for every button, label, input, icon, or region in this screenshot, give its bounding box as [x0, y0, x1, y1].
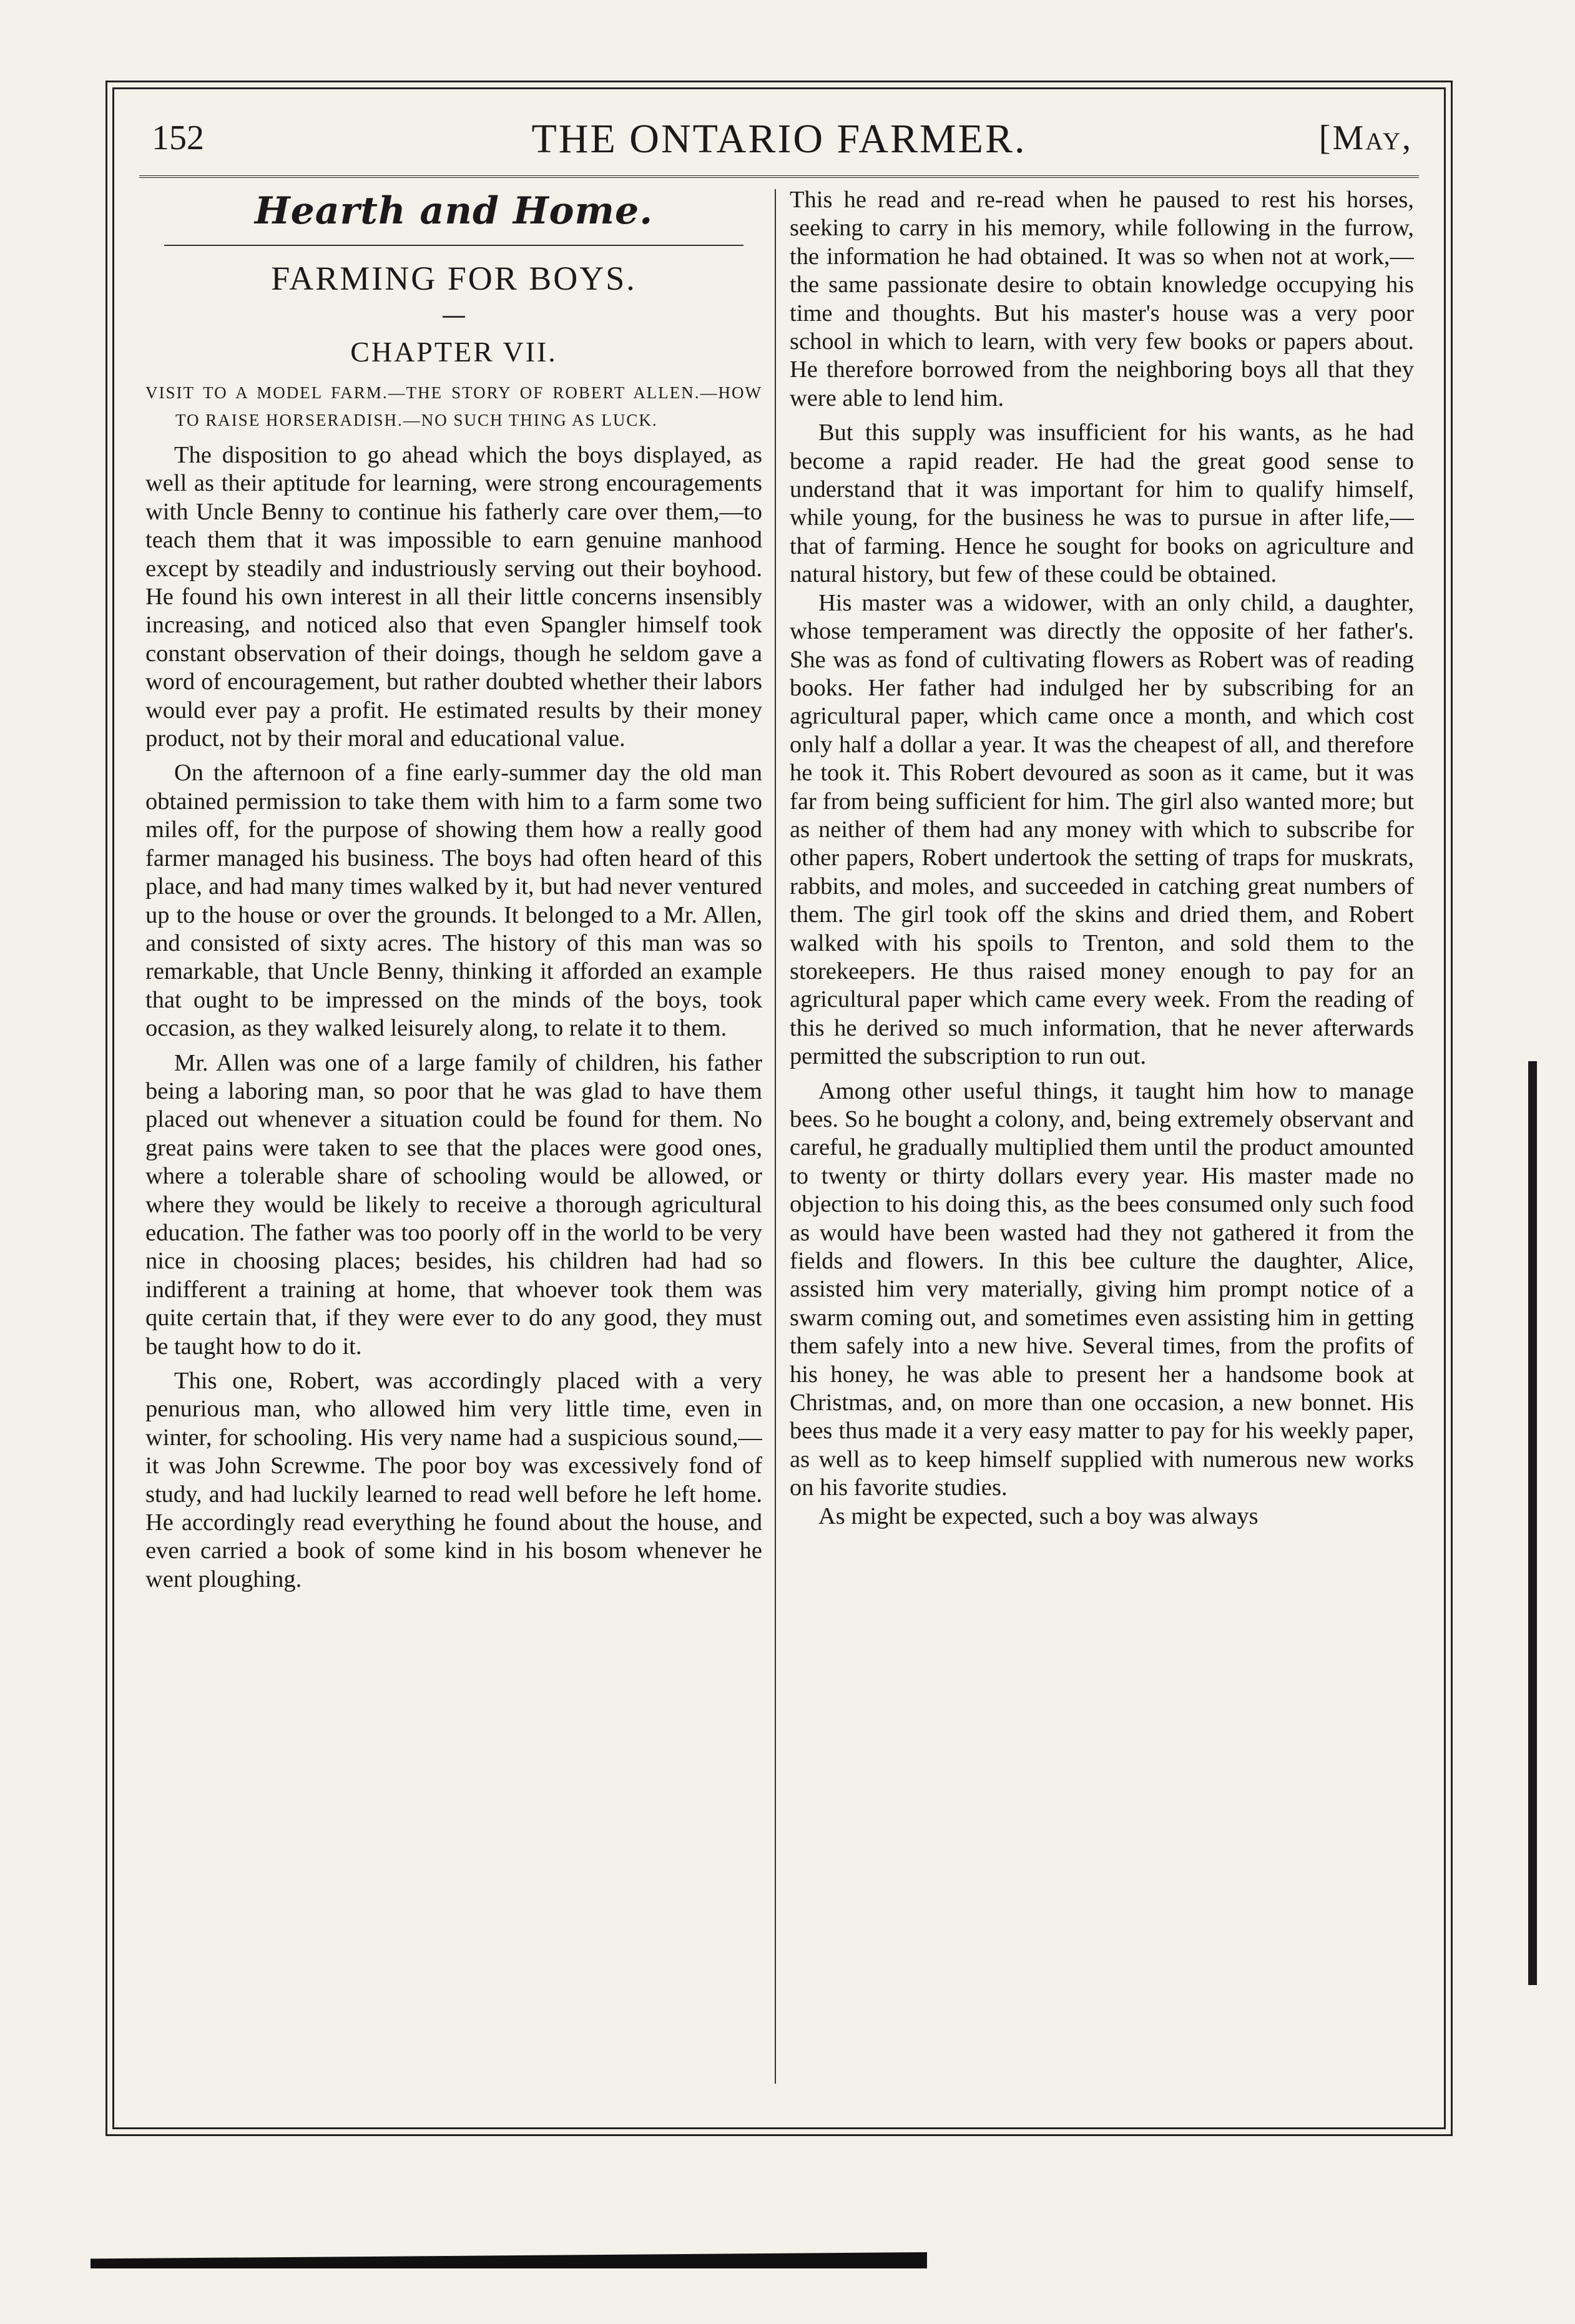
page-number: 152: [152, 119, 204, 157]
page-frame: [112, 87, 1446, 2129]
paragraph: This one, Robert, was accordingly placed with a very penurious man, who allowed him very little time, even in winter, for schooling. His very name had a suspicious sound,—it was John Screwme. The poor boy was excessively fond of study, and had luckily learned to read well before he left home. He accordingly read everything he found about the house, and even carried a book of some kind in his bosom whenever he went ploughing.: [145, 1368, 762, 1592]
chapter-synopsis: VISIT TO A MODEL FARM.—THE STORY OF ROBERT ALLEN.—HOW TO RAISE HORSERADISH.—NO SUCH THING AS LUCK.: [145, 383, 762, 429]
chapter-heading: CHAPTER VII.: [350, 336, 557, 368]
scan-artifact-bar: [91, 2252, 927, 2268]
paragraph: The disposition to go ahead which the boys displayed, as well as their aptitude for learning, were strong encouragements with Uncle Benny to continue his fatherly care over them,—to teach them that it was impossible to earn genuine manhood except by steadily and industriously serving out their boyhood. He found his own interest in all their little concerns insensibly increasing, and noticed also that even Spangler himself took constant observation of their doings, though he seldom gave a word of encouragement, but rather doubted whether their labors would ever pay a profit. He estimated results by their money product, not by their moral and educational value.: [145, 442, 762, 752]
scan-artifact-spine: [1528, 1061, 1537, 1985]
paragraph: Among other useful things, it taught him how to manage bees. So he bought a colony, and, being extremely observant and careful, he gradually multiplied them until the product amounted to twenty or thirty dollars every year. His master made no objection to his doing this, as the bees consumed only such food as would have been wasted had they not gathered it from the fields and flowers. In this bee culture the daughter, Alice, assisted him very materially, giving him prompt notice of a swarm coming out, and sometimes even assisting him in getting them safely into a new hive. Several times, from the profits of his honey, he was able to present her a handsome book at Christmas, and, on more than one occasion, a new bonnet. His bees thus made it a very easy matter to pay for his weekly paper, as well as to keep himself supplied with numerous new works on his favorite studies.: [790, 1077, 1414, 1501]
article-title: FARMING FOR BOYS.: [271, 260, 637, 297]
issue-month: [May,: [1318, 119, 1413, 157]
right-column: [790, 186, 1414, 2090]
publication-title: THE ONTARIO FARMER.: [531, 116, 1027, 162]
title-divider: [443, 316, 465, 318]
paragraph: This he read and re-read when he paused to rest his horses, seeking to carry in his memory, while following in the furrow, the information he had obtained. It was so when not at work,—the same passionate desire to obtain knowledge occupying his time and thoughts. But his master's house was a very poor school in which to learn, with very few books or papers about. He therefore borrowed from the neighboring boys all that they were able to lend him.: [790, 187, 1414, 411]
column-rule: [775, 189, 776, 2084]
paragraph: His master was a widower, with an only child, a daughter, whose temperament was directly the opposite of her father's. She was as fond of cultivating flowers as Robert was of reading books. Her father had indulged her by subscribing for an agricultural paper, which came once a month, and which cost only half a dollar a year. It was the cheapest of all, and therefore he took it. This Robert devoured as soon as it came, but it was far from being sufficient for him. The girl also wanted more; but as neither of them had any money with which to subscribe for other papers, Robert undertook the setting of traps for muskrats, rabbits, and moles, and succeeded in catching great numbers of them. The girl took off the skins and dried them, and Robert walked with his spoils to Trenton, and sold them to the storekeepers. He thus raised money enough to pay for an agricultural paper which came every week. From the reading of this he derived so much information, that he never afterwards permitted the subscription to run out.: [790, 589, 1414, 1070]
paragraph: On the afternoon of a fine early-summer day the old man obtained permission to take them with him to a farm some two miles off, for the purpose of showing them how a really good farmer managed his business. The boys had often heard of this place, and had many times walked by it, but had never ventured up to the house or over the grounds. It belonged to a Mr. Allen, and consisted of sixty acres. The history of this man was so remarkable, that Uncle Benny, thinking it afforded an example that ought to be impressed on the minds of the boys, took occasion, as they walked leisurely along, to relate it to them.: [145, 760, 762, 1042]
paragraph: But this supply was insufficient for his wants, as he had become a rapid reader. He had the great good sense to understand that it was important for him to qualify himself, while young, for the business he was to pursue in after life,—that of farming. Hence he sought for books on agriculture and natural history, but few of these could be obtained.: [790, 419, 1414, 588]
page-header: [139, 107, 1419, 178]
paragraph: As might be expected, such a boy was always: [818, 1503, 1259, 1529]
left-column: [145, 186, 762, 2090]
section-heading: Hearth and Home.: [254, 189, 654, 233]
section-divider: [164, 245, 743, 246]
paragraph: Mr. Allen was one of a large family of children, his father being a laboring man, so poor that he was glad to have them placed out whenever a situation could be found for them. No great pains were taken to see that the places were good ones, where a tolerable share of schooling would be allowed, or where they would be likely to receive a thorough agricultural education. The father was too poorly off in the world to be very nice in choosing places; besides, his children had had so indifferent a training at home, that whoever took them was quite certain that, if they were ever to do any good, they must be taught how to do it.: [145, 1049, 762, 1360]
